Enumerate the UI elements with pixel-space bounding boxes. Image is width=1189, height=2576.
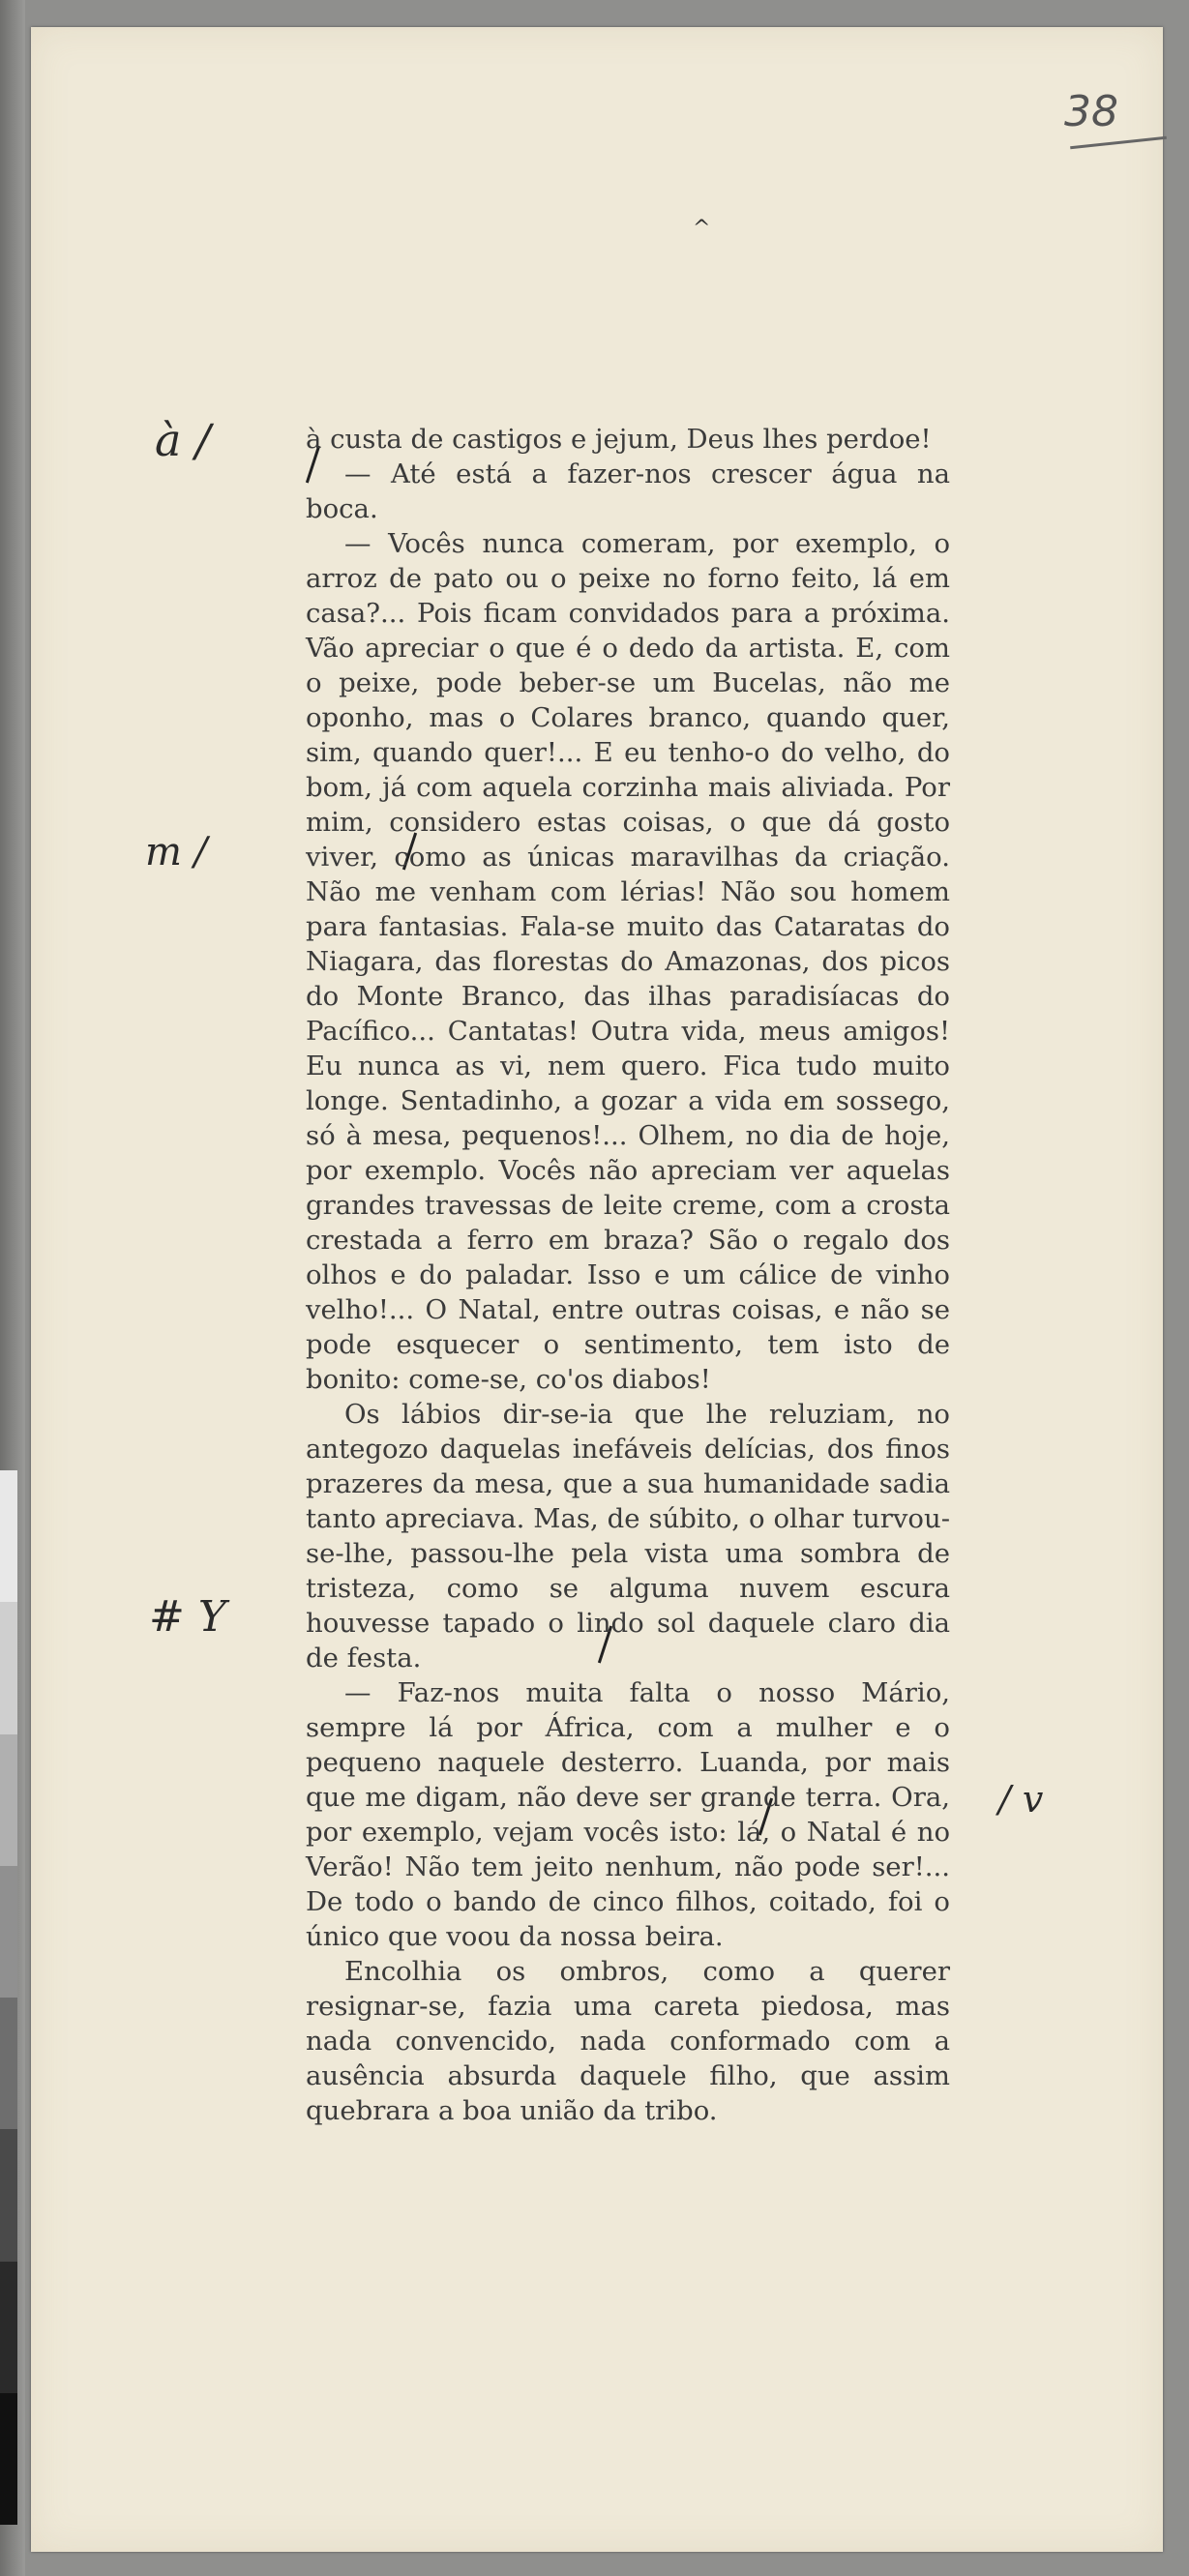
caret-mark: ^ [693, 217, 711, 241]
paragraph: Encolhia os ombros, como a querer resignar-se, fazia uma careta piedosa, mas nada convencido, nada conformado com a ausência absurda daquele filho, que assim quebrara a boa união da tribo. [306, 1956, 950, 2126]
margin-mark-v: / v [998, 1778, 1044, 1821]
color-calibration-bar [0, 1470, 17, 2525]
paragraph: — Até está a fazer-nos crescer água na boca. [306, 459, 950, 524]
margin-mark-m: m / [145, 830, 208, 874]
paragraph: à custa de castigos e jejum, Deus lhes perdoe! [306, 424, 932, 455]
margin-mark-accent: à / [155, 414, 211, 466]
paragraph: — Vocês nunca comeram, por exemplo, o arroz de pato ou o peixe no forno feito, lá em casa?... Pois ficam convidados para a próxima. Vão apreciar o que é o dedo da artista. E, com o peixe, pode beber-se um Bucelas, não me oponho, mas o Colares branco, quando quer, sim, quando quer!... E eu tenho-o do velho, do bom, já com aquela corzinha mais aliviada. Por mim, considero estas coisas, o que dá gosto viver, como as únicas maravilhas da criação. Não me venham com lérias! Não sou homem para fantasias. Fala-se muito das Cataratas do Niagara, das florestas do Amazonas, dos picos do Monte Branco, das ilhas paradisíacas do Pacífico... Cantatas! Outra vida, meus amigos! Eu nunca as vi, nem quero. Fica tudo muito longe. Sentadinho, a gozar a vida em sossego, só à mesa, pequenos!... Olhem, no dia de hoje, por exemplo. Vocês não apreciam ver aquelas grandes travessas de leite creme, com a crosta crestada a ferro em braza? São o regalo dos olhos e do paladar. Isso e um cálice de vinho velho!... O Natal, entre outras coisas, e não se pode esquecer o sentimento, tem isto de bonito: come-se, co'os diabos! [306, 528, 950, 1395]
paragraph: Os lábios dir-se-ia que lhe reluziam, no antegozo daquelas inefáveis delícias, dos finos prazeres da mesa, que a sua humanidade sadia tanto apreciava. Mas, de súbito, o olhar turvou-se-lhe, passou-lhe pela vista uma sombra de tristeza, como se alguma nuvem escura houvesse tapado o lindo sol daquele claro dia de festa. [306, 1399, 950, 1673]
margin-mark-hash: # Y [149, 1592, 226, 1642]
page-number: 38 [1064, 87, 1118, 136]
body-text [306, 422, 950, 2128]
page-number-underline [1070, 136, 1167, 149]
paragraph: — Faz-nos muita falta o nosso Mário, sempre lá por África, com a mulher e o pequeno naquele desterro. Luanda, por mais que me digam, não deve ser grande terra. Ora, por exemplo, vejam vocês isto: lá, o Natal é no Verão! Não tem jeito nenhum, não pode ser!... De todo o bando de cinco filhos, coitado, foi o único que voou da nossa beira. [306, 1677, 950, 1952]
